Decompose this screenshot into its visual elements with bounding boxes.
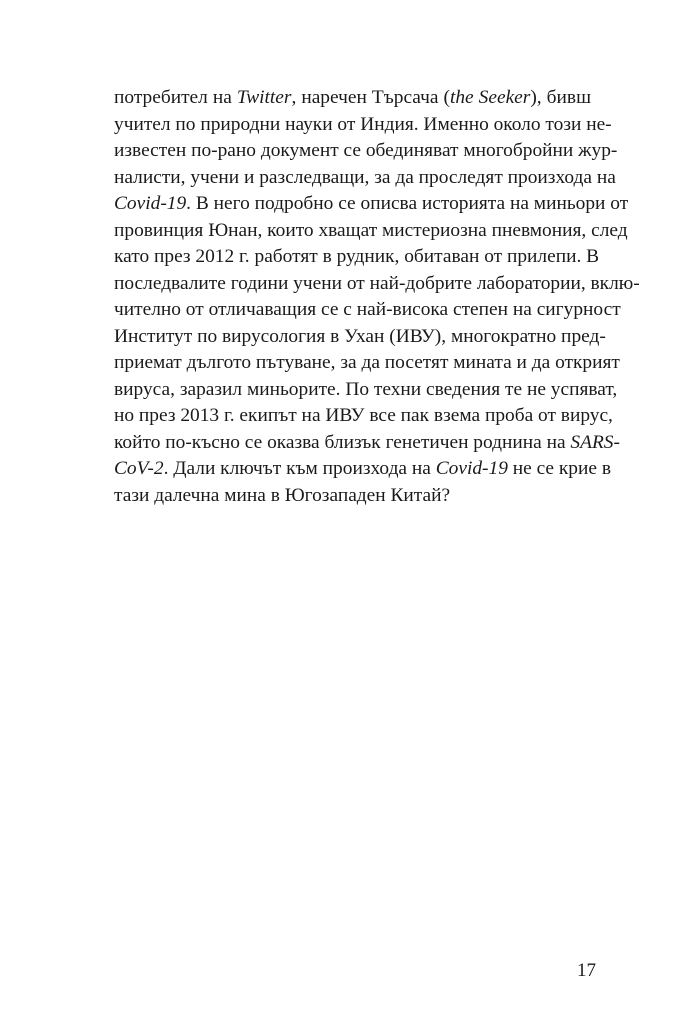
- text-line: потребител на Twitter, наречен Търсача (the Seeker), бивш: [114, 87, 591, 108]
- italic-term: Twitter: [236, 87, 292, 108]
- text-line: приемат дългото пътуване, за да посетят мината и да открият: [114, 352, 620, 373]
- italic-term: SARS-: [570, 431, 620, 453]
- text-line: последвалите години учени от най-добрите лаборатории, вклю-: [114, 272, 640, 294]
- body-paragraph: [114, 85, 640, 509]
- text-line: като през 2012 г. работят в рудник, обитаван от прилепи. В: [114, 246, 600, 267]
- text-line: провинция Юнан, които хващат мистериозна пневмония, след: [114, 219, 628, 241]
- text-line: вируса, заразил миньорите. По техни сведения те не успяват,: [114, 378, 618, 400]
- text-line: CoV-2. Дали ключът към произхода на Covid-19 не се крие в: [114, 458, 611, 479]
- page-number: 17: [577, 960, 596, 981]
- italic-term: Covid-19: [435, 458, 508, 479]
- text-line: но през 2013 г. екипът на ИВУ все пак взема проба от вирус,: [114, 405, 613, 426]
- italic-term: the Seeker: [449, 87, 531, 108]
- text-line: Covid-19. В него подробно се описва историята на миньори от: [114, 193, 629, 214]
- text-line: който по-късно се оказва близък генетичен роднина на SARS-: [114, 431, 620, 453]
- text-line: известен по-рано документ се обединяват многобройни жур-: [114, 140, 618, 161]
- text-line: учител по природни науки от Индия. Именно около този не-: [114, 113, 612, 135]
- text-line: налисти, учени и разследващи, за да проследят произхода на: [114, 166, 616, 188]
- text-line: чително от отличаващия се с най-висока степен на сигурност: [114, 299, 621, 320]
- text-line: Институт по вирусология в Ухан (ИВУ), многократно пред-: [114, 325, 606, 347]
- italic-term: CoV-2: [114, 458, 164, 479]
- text-line: тази далечна мина в Югозападен Китай?: [114, 484, 451, 506]
- italic-term: Covid-19: [114, 193, 187, 214]
